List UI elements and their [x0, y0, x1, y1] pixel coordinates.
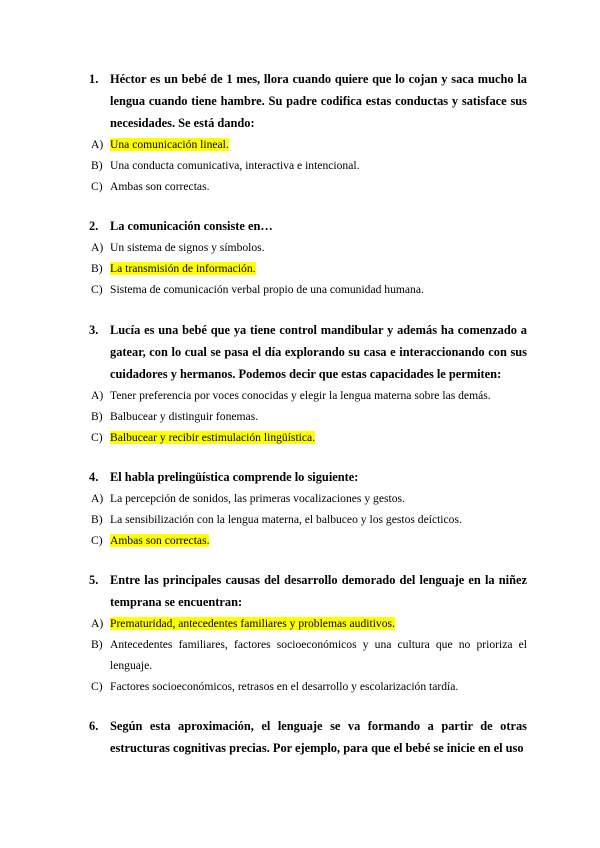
question-4 [0, 466, 600, 551]
option-text: Un sistema de signos y símbolos. [110, 241, 265, 254]
question-stem [0, 466, 600, 488]
question-number: 5. [89, 573, 99, 587]
option-c [0, 530, 600, 551]
question-text: Según esta aproximación, el lenguaje se va formando a partir de otras estructuras cognitivas precias. Por ejemplo, para que el bebé se inicie en el uso [110, 719, 527, 755]
option-letter: B) [91, 513, 103, 526]
option-letter: A) [91, 138, 104, 151]
question-number: 3. [89, 323, 99, 337]
option-letter: C) [91, 180, 103, 193]
option-a [0, 385, 600, 406]
option-letter: C) [91, 283, 103, 296]
option-text: Una conducta comunicativa, interactiva e intencional. [110, 159, 360, 172]
option-text: Sistema de comunicación verbal propio de una comunidad humana. [110, 283, 424, 296]
question-number: 6. [89, 719, 99, 733]
question-text: Entre las principales causas del desarrollo demorado del lenguaje en la niñez temprana se encuentran: [110, 573, 527, 609]
option-letter: C) [91, 680, 103, 693]
option-text-highlighted: Balbucear y recibir estimulación lingüística. [110, 431, 316, 444]
option-letter: B) [91, 262, 103, 275]
option-a [0, 488, 600, 509]
option-text: La percepción de sonidos, las primeras vocalizaciones y gestos. [110, 492, 405, 505]
question-number: 2. [89, 219, 99, 233]
question-2 [0, 215, 600, 300]
option-letter: A) [91, 492, 104, 505]
question-1 [0, 68, 600, 197]
question-stem [0, 569, 600, 613]
option-letter: B) [91, 159, 103, 172]
option-letter: C) [91, 534, 103, 547]
option-text: Ambas son correctas. [110, 180, 210, 193]
question-text: Lucía es una bebé que ya tiene control mandibular y además ha comenzado a gatear, con lo cual se pasa el día explorando su casa e interaccionando con sus cuidadores y hermanos. Podemos decir que estas capacidades le permiten: [110, 323, 527, 381]
option-letter: C) [91, 431, 103, 444]
question-number: 1. [89, 72, 99, 86]
option-a [0, 237, 600, 258]
option-text-highlighted: Una comunicación lineal. [110, 138, 229, 151]
option-text-highlighted: Prematuridad, antecedentes familiares y problemas auditivos. [110, 617, 395, 630]
question-stem [0, 68, 600, 134]
option-a [0, 613, 600, 634]
question-stem [0, 319, 600, 385]
option-b [0, 634, 600, 676]
option-text-highlighted: La transmisión de información. [110, 262, 256, 275]
option-c [0, 176, 600, 197]
option-letter: B) [91, 638, 103, 651]
option-letter: A) [91, 389, 104, 402]
question-5 [0, 569, 600, 697]
question-stem [0, 715, 600, 759]
option-c [0, 279, 600, 300]
option-text: Factores socioeconómicos, retrasos en el desarrollo y escolarización tardía. [110, 680, 459, 693]
option-text: La sensibilización con la lengua materna, el balbuceo y los gestos deícticos. [110, 513, 462, 526]
question-3 [0, 319, 600, 448]
option-letter: B) [91, 410, 103, 423]
question-text: La comunicación consiste en… [110, 219, 273, 233]
option-text-highlighted: Ambas son correctas. [110, 534, 210, 547]
question-number: 4. [89, 470, 99, 484]
option-b [0, 509, 600, 530]
question-stem [0, 215, 600, 237]
option-b [0, 258, 600, 279]
option-c [0, 676, 600, 697]
option-b [0, 406, 600, 427]
option-text: Balbucear y distinguir fonemas. [110, 410, 259, 423]
option-b [0, 155, 600, 176]
option-a [0, 134, 600, 155]
option-letter: A) [91, 617, 104, 630]
option-c [0, 427, 600, 448]
option-letter: A) [91, 241, 104, 254]
question-6 [0, 715, 600, 759]
question-text: Héctor es un bebé de 1 mes, llora cuando quiere que lo cojan y saca mucho la lengua cuando tiene hambre. Su padre codifica estas conductas y satisface sus necesidades. Se está dando: [110, 72, 527, 130]
option-text: Antecedentes familiares, factores socioeconómicos y una cultura que no prioriza el lenguaje. [110, 638, 527, 672]
question-text: El habla prelingüística comprende lo siguiente: [110, 470, 359, 484]
option-text: Tener preferencia por voces conocidas y elegir la lengua materna sobre las demás. [110, 389, 491, 402]
